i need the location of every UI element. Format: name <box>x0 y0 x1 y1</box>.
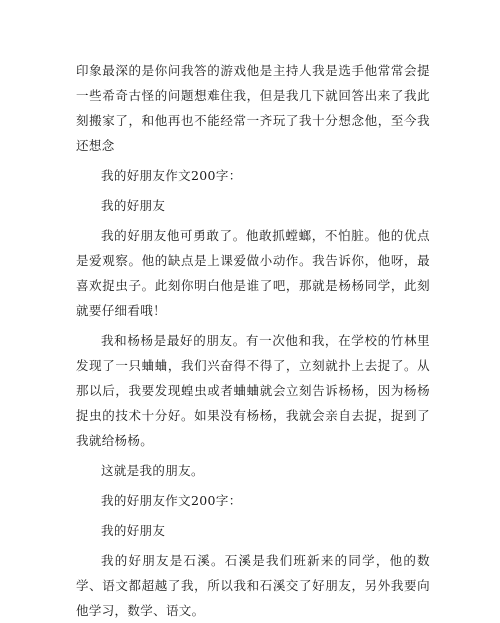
essay-heading-1: 我的好朋友作文200字： <box>101 168 242 183</box>
essay-title-1: 我的好朋友 <box>101 198 166 213</box>
paragraph-yangyang-description: 我的好朋友他可勇敢了。他敢抓螳螂，不怕脏。他的优点是爱观察。他的缺点是上课爱做小动作。我告诉你，他呀，最喜欢捉虫子。此刻你明白他是谁了吧，那就是杨杨同学，此刻就要仔细看哦！ <box>76 228 430 318</box>
paragraph-shixi: 我的好朋友是石溪。石溪是我们班新来的同学，他的数学、语文都超越了我，所以我和石溪交了好朋友，另外我要向他学习，数学、语文。 <box>76 553 430 618</box>
paragraph-yangyang-story: 我和杨杨是最好的朋友。有一次他和我，在学校的竹林里发现了一只蛐蛐，我们兴奋得不得了，立刻就扑上去捉了。从那以后，我要发现蝗虫或者蛐蛐就会立刻告诉杨杨，因为杨杨捉虫的技术十分好。如果没有杨杨，我就会亲自去捉，捉到了我就给杨杨。 <box>76 333 430 448</box>
paragraph-intro: 印象最深的是你问我答的游戏他是主持人我是选手他常常会提一些希奇古怪的问题想难住我，但是我几下就回答出来了我此刻搬家了，和他再也不能经常一齐玩了我十分想念他，至今我还想念 <box>76 63 430 153</box>
paragraph-closing: 这就是我的朋友。 <box>101 463 204 478</box>
essay-heading-2: 我的好朋友作文200字： <box>101 493 242 508</box>
essay-title-2: 我的好朋友 <box>101 523 166 538</box>
document-body <box>76 58 430 623</box>
